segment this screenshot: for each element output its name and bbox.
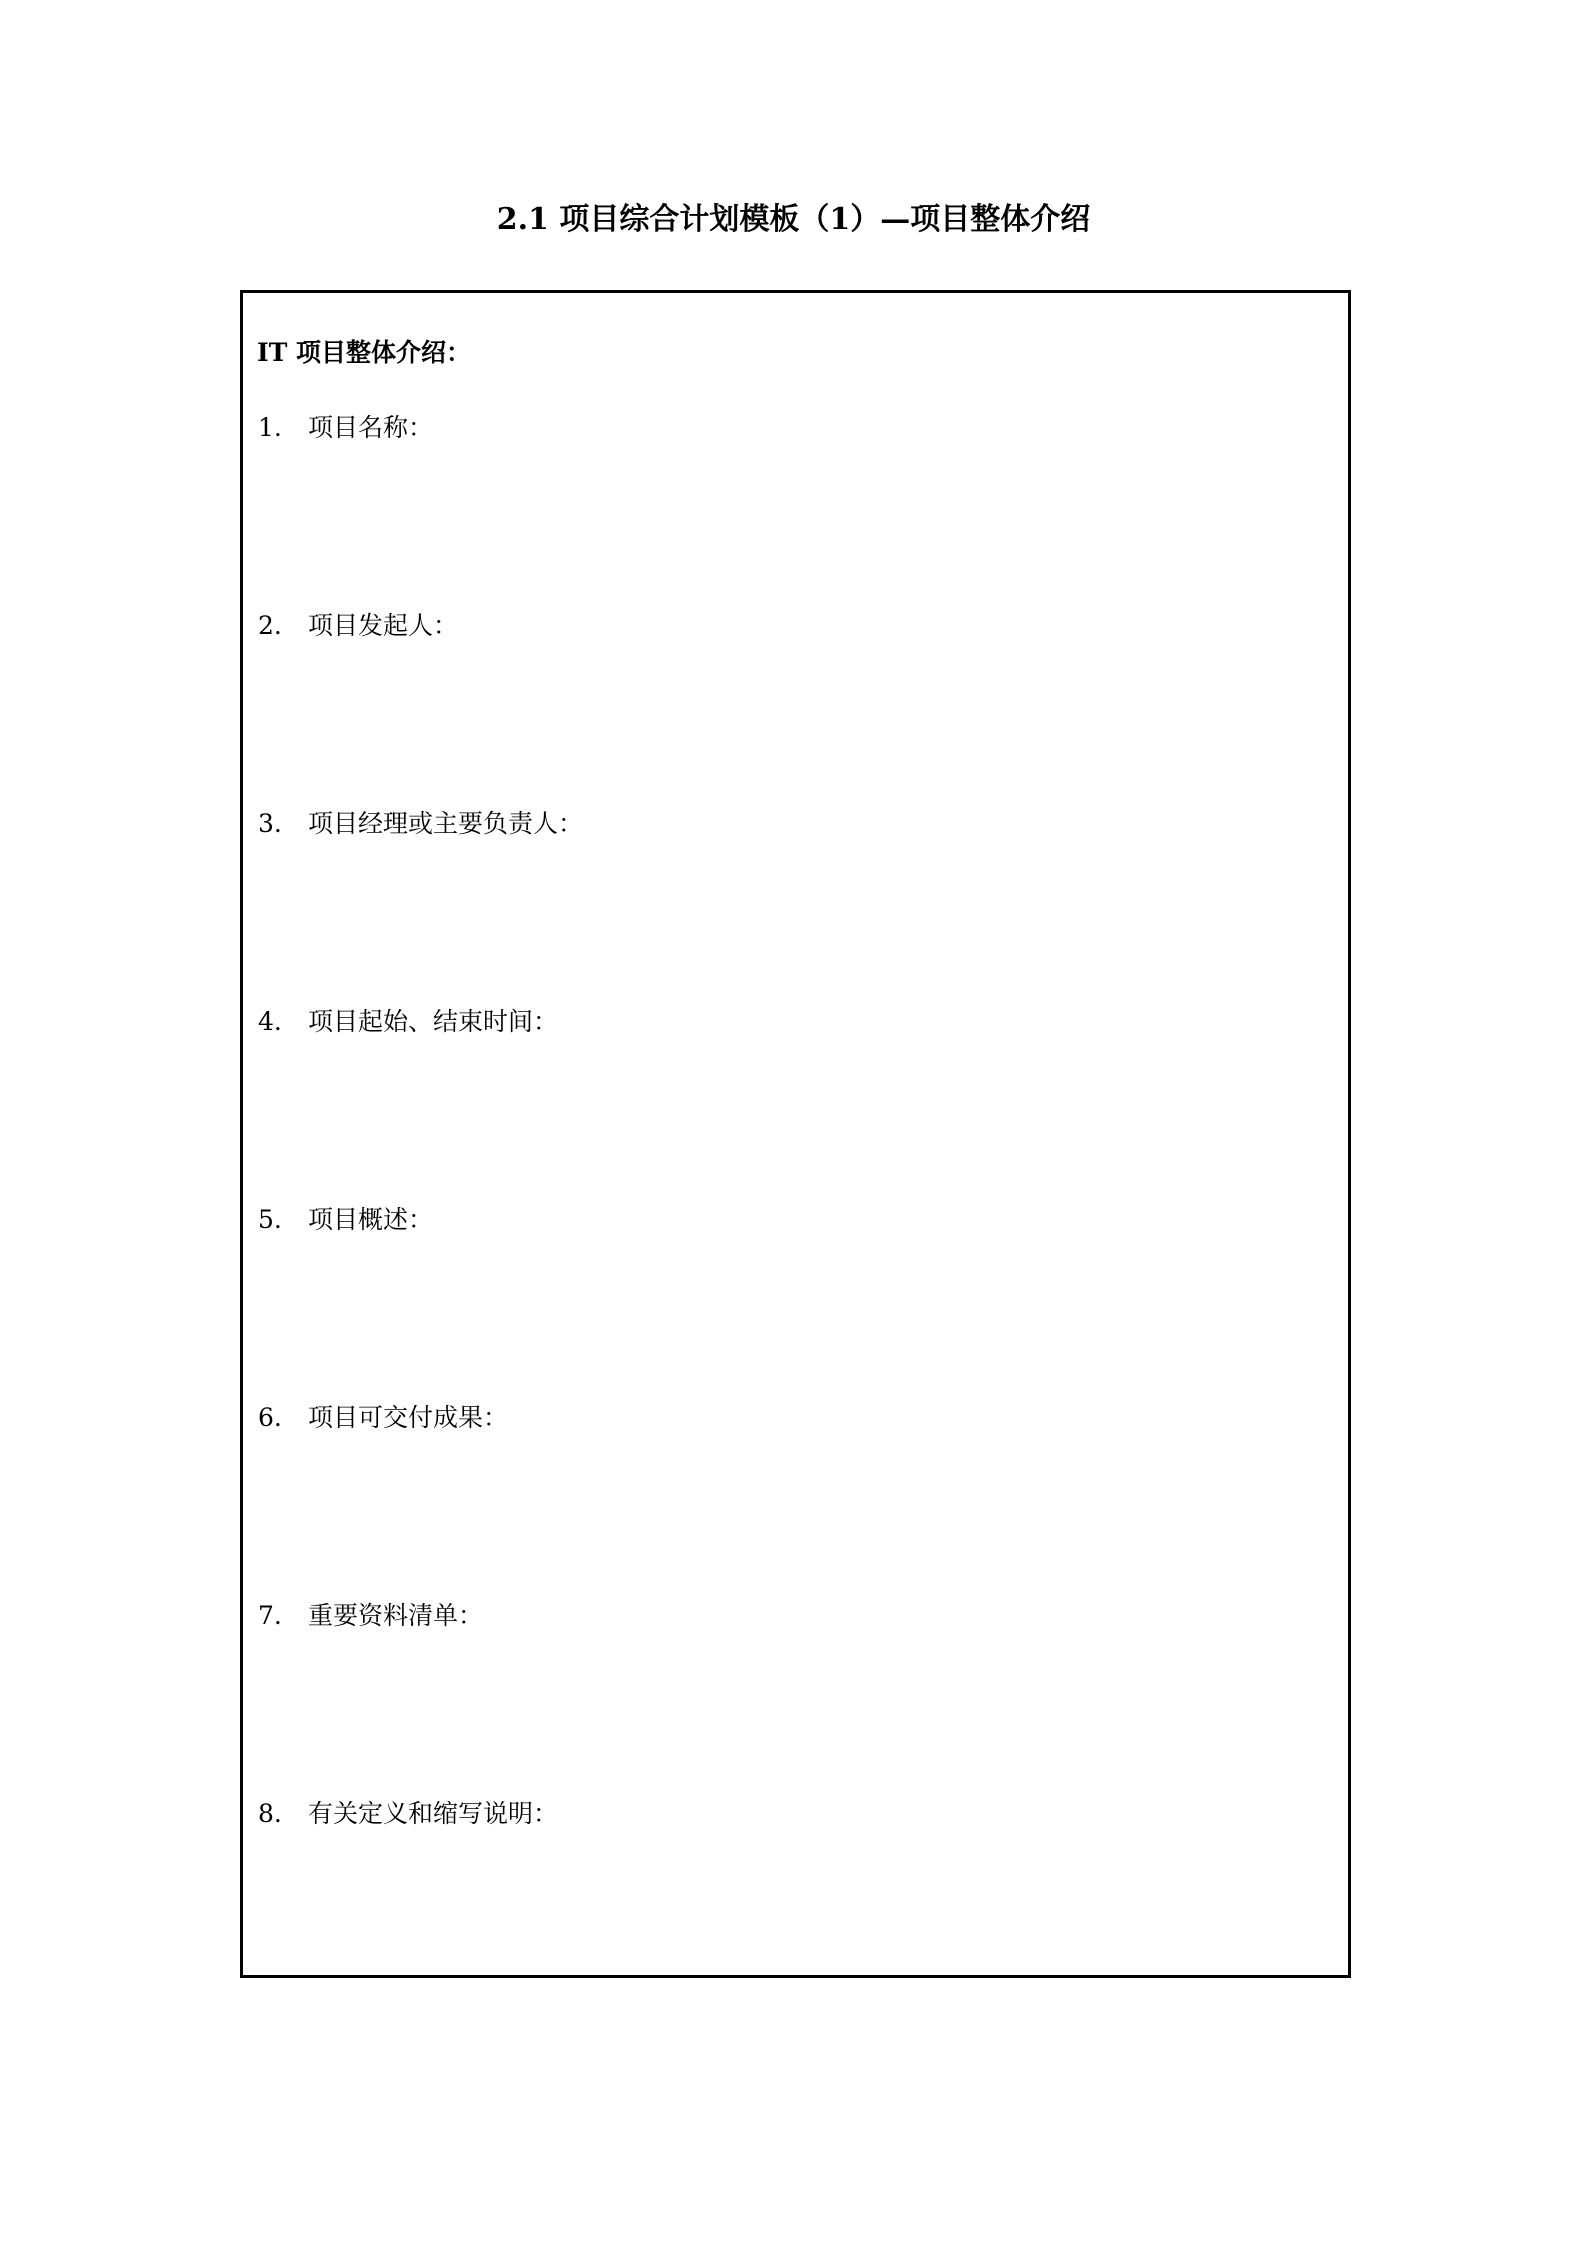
form-item-start-end-time: [258, 1004, 558, 1040]
item-label: 项目可交付成果：: [308, 1403, 509, 1432]
item-label: 有关定义和缩写说明：: [308, 1799, 559, 1828]
item-label: 项目经理或主要负责人：: [308, 809, 584, 838]
form-item-project-name: [258, 410, 433, 446]
item-number: 3.: [258, 809, 282, 838]
page-title: 2.1 项目综合计划模板（1）—项目整体介绍: [496, 202, 1091, 237]
form-item-deliverables: [258, 1400, 508, 1436]
form-box: [240, 290, 1351, 1978]
item-number: 2.: [258, 611, 282, 640]
item-number: 1.: [258, 413, 282, 442]
item-number: 6.: [258, 1403, 282, 1432]
item-number: 7.: [258, 1601, 282, 1630]
item-number: 8.: [258, 1799, 282, 1828]
box-heading: IT 项目整体介绍：: [257, 338, 472, 367]
item-label: 项目起始、结束时间：: [308, 1007, 559, 1036]
item-number: 4.: [258, 1007, 282, 1036]
form-item-project-overview: [258, 1202, 433, 1238]
form-item-key-documents: [258, 1598, 483, 1634]
form-item-project-manager: [258, 806, 583, 842]
form-item-definitions: [258, 1796, 558, 1832]
item-label: 项目概述：: [308, 1205, 434, 1234]
item-label: 项目名称：: [308, 413, 434, 442]
item-number: 5.: [258, 1205, 282, 1234]
form-item-project-sponsor: [258, 608, 458, 644]
item-label: 项目发起人：: [308, 611, 459, 640]
item-label: 重要资料清单：: [308, 1601, 484, 1630]
